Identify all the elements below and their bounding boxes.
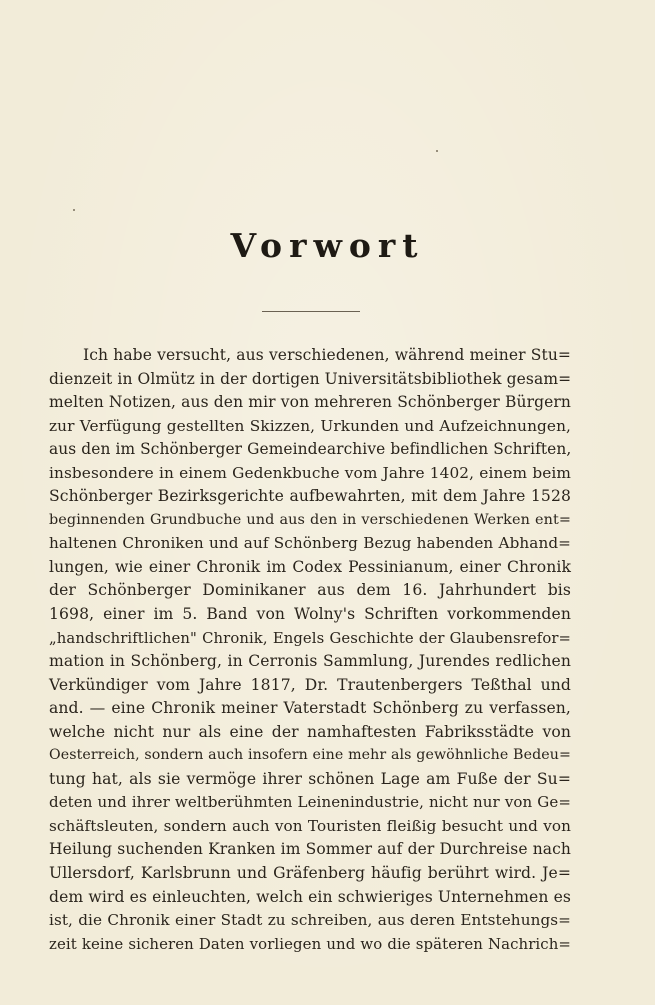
text-line: „handschriftlichen" Chronik, Engels Geschichte der Glaubensrefor= xyxy=(49,629,571,647)
text-line: 1698, einer im 5. Band von Wolny's Schriften vorkommenden xyxy=(49,605,571,624)
paper-speck xyxy=(73,209,75,211)
text-line: Ullersdorf, Karlsbrunn und Gräfenberg häufig berührt wird. Je= xyxy=(49,864,571,883)
text-line: lungen, wie einer Chronik im Codex Pessinianum, einer Chronik xyxy=(49,557,571,576)
text-line: zeit keine sicheren Daten vorliegen und wo die späteren Nachrich= xyxy=(49,934,571,953)
paper-speck xyxy=(436,150,438,152)
text-line: Oesterreich, sondern auch insofern eine mehr als gewöhnliche Bedeu= xyxy=(49,747,571,764)
text-line: mation in Schönberg, in Cerronis Sammlung, Jurendes redlichen xyxy=(49,652,571,671)
text-line: ist, die Chronik einer Stadt zu schreiben, aus deren Entstehungs= xyxy=(49,911,571,930)
text-line: and. — eine Chronik meiner Vaterstadt Schönberg zu verfassen, xyxy=(49,699,571,718)
text-line: schäftsleuten, sondern auch von Touristen fleißig besucht und von xyxy=(49,816,571,835)
text-line: haltenen Chroniken und auf Schönberg Bezug habenden Abhand= xyxy=(49,534,571,553)
text-line: Schönberger Bezirksgerichte aufbewahrten, mit dem Jahre 1528 xyxy=(49,487,571,506)
text-line: deten und ihrer weltberühmten Leinenindustrie, nicht nur von Ge= xyxy=(49,793,571,812)
chapter-title: Vorwort xyxy=(230,226,425,265)
text-line: melten Notizen, aus den mir von mehreren Schönberger Bürgern xyxy=(49,393,571,412)
text-line: aus den im Schönberger Gemeindearchive befindlichen Schriften, xyxy=(49,440,572,459)
text-line: welche nicht nur als eine der namhaftesten Fabriksstädte von xyxy=(49,722,571,741)
text-line: Ich habe versucht, aus verschiedenen, während meiner Stu= xyxy=(83,346,571,364)
text-line: dienzeit in Olmütz in der dortigen Universitätsbibliothek gesam= xyxy=(49,369,572,388)
text-line: tung hat, als sie vermöge ihrer schönen Lage am Fuße der Su= xyxy=(49,769,571,788)
title-divider xyxy=(262,311,360,312)
body-text xyxy=(49,344,571,956)
text-line: zur Verfügung gestellten Skizzen, Urkunden und Aufzeichnungen, xyxy=(49,416,571,435)
text-line: insbesondere in einem Gedenkbuche vom Jahre 1402, einem beim xyxy=(49,463,571,482)
text-line: der Schönberger Dominikaner aus dem 16. Jahrhundert bis xyxy=(49,581,571,600)
text-line: beginnenden Grundbuche und aus den in verschiedenen Werken ent= xyxy=(49,511,571,528)
text-line: dem wird es einleuchten, welch ein schwieriges Unternehmen es xyxy=(49,887,571,906)
text-line: Heilung suchenden Kranken im Sommer auf der Durchreise nach xyxy=(49,840,571,859)
text-line: Verkündiger vom Jahre 1817, Dr. Trautenbergers Teßthal und xyxy=(49,675,571,694)
